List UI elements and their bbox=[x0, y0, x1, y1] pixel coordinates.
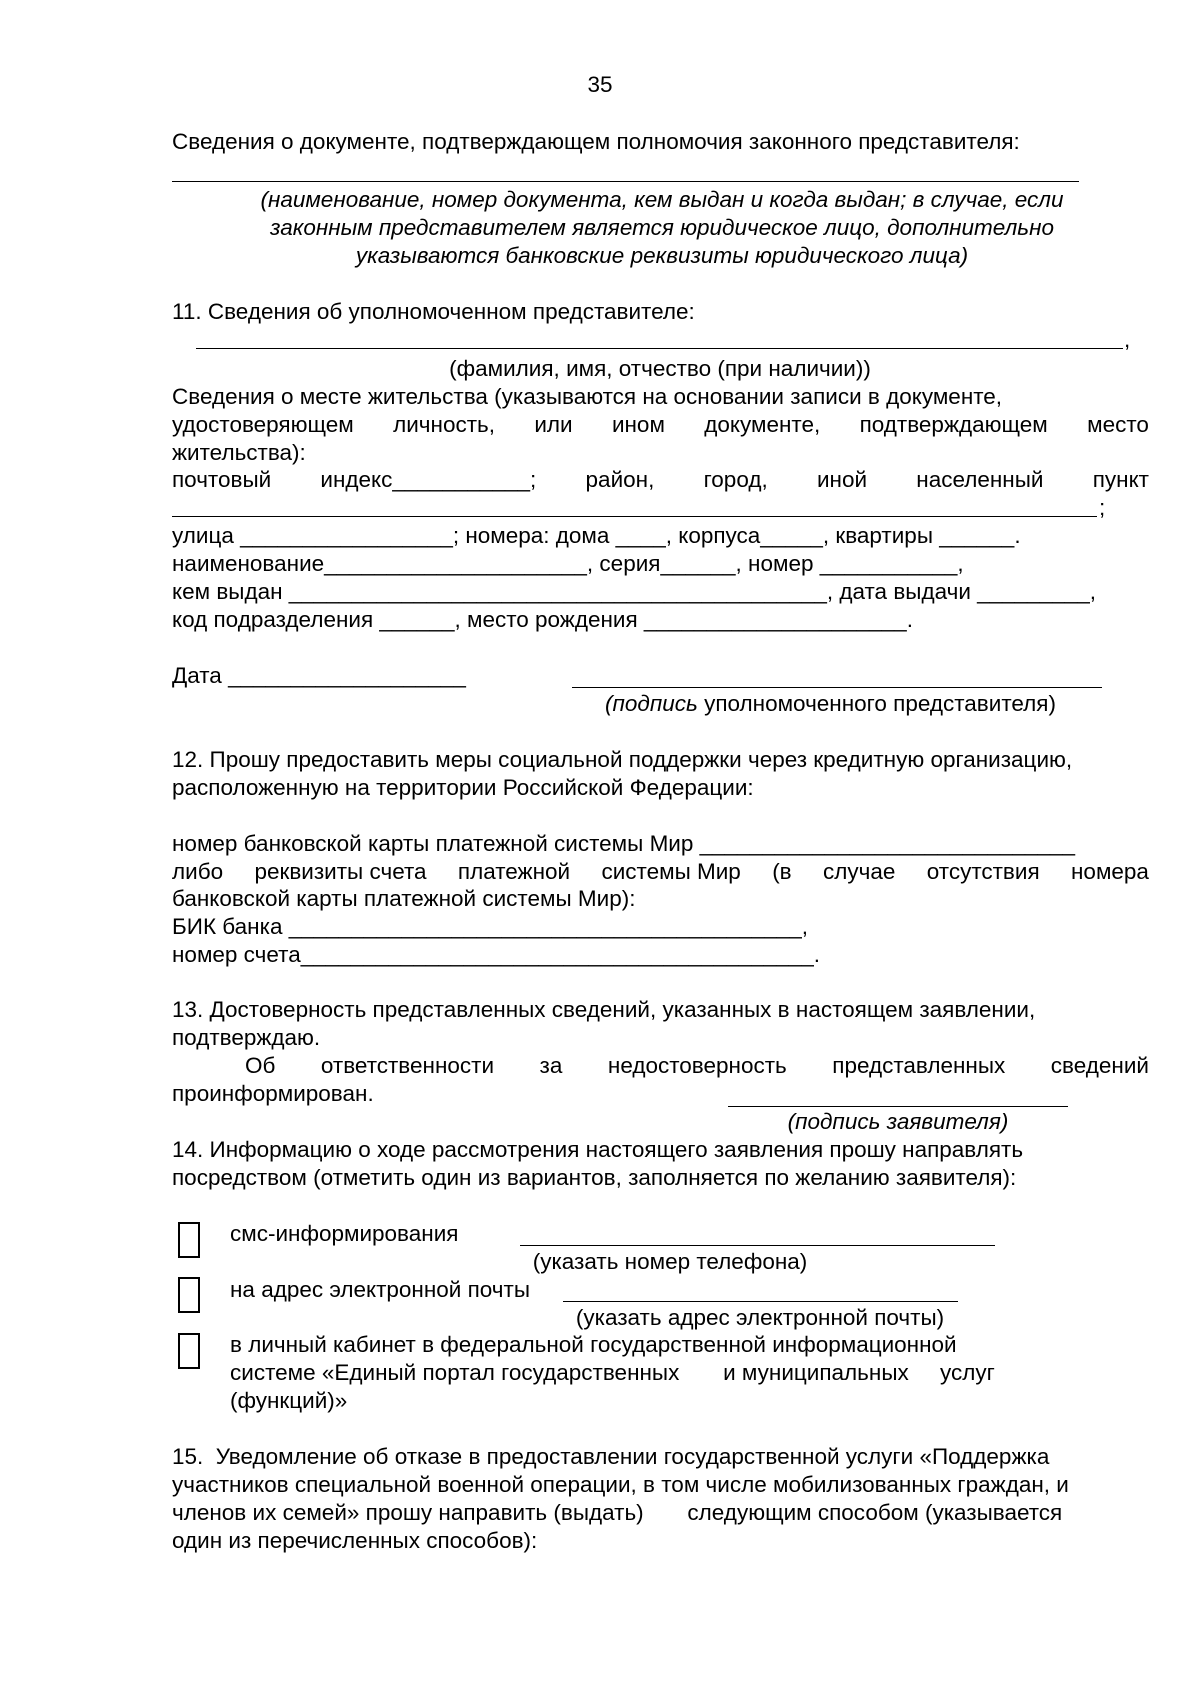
s15-line-2: участников специальной военной операции, в том числе мобилизованных граждан, и bbox=[172, 1472, 1069, 1497]
word: район, bbox=[585, 467, 655, 492]
s13-signature-hint: (подпись заявителя) bbox=[787, 1109, 1009, 1134]
s11-street: улица _________________; номера: дома ____, корпуса_____, квартиры ______. bbox=[172, 523, 1021, 548]
word: документе, bbox=[704, 412, 821, 437]
s13-line-4: проинформирован. bbox=[172, 1081, 374, 1106]
word: (в bbox=[772, 859, 792, 884]
word: системы Мир bbox=[601, 859, 741, 884]
legal-rep-doc-label: Сведения о документе, подтверждающем полномочия законного представителя: bbox=[172, 129, 1020, 154]
s11-residence-1: Сведения о месте жительства (указываются на основании записи в документе, bbox=[172, 384, 1003, 409]
email-hint: (указать адрес электронной почты) bbox=[575, 1305, 945, 1330]
page-number: 35 bbox=[587, 72, 613, 97]
s11-fio-comma: , bbox=[1124, 327, 1131, 352]
s11-division: код подразделения ______, место рождения _____________________. bbox=[172, 607, 913, 632]
gosuslugi-option-label-1: в личный кабинет в федеральной государственной информационной bbox=[230, 1332, 957, 1357]
word: платежной bbox=[457, 859, 571, 884]
postal-index-field: индекс___________; bbox=[320, 467, 537, 492]
word: реквизиты счета bbox=[254, 859, 427, 884]
phone-input-line[interactable] bbox=[520, 1245, 995, 1246]
s11-postal bbox=[172, 466, 1149, 494]
s11-residence-3: жительства): bbox=[172, 440, 306, 465]
s15-line-1: 15. Уведомление об отказе в предоставлении государственной услуги «Поддержка bbox=[172, 1444, 1050, 1469]
s11-address-line bbox=[172, 516, 1097, 517]
email-input-line[interactable] bbox=[563, 1301, 958, 1302]
hint-rest: уполномоченного представителя) bbox=[697, 691, 1056, 716]
s11-title: 11. Сведения об уполномоченном представителе: bbox=[172, 299, 695, 324]
word: недостоверность bbox=[607, 1053, 787, 1078]
email-checkbox[interactable] bbox=[178, 1277, 200, 1313]
s13-line-1: 13. Достоверность представленных сведений, указанных в настоящем заявлении, bbox=[172, 997, 1036, 1022]
hint-italic: (подпись bbox=[605, 691, 698, 716]
s14-line-2: посредством (отметить один из вариантов, заполняется по желанию заявителя): bbox=[172, 1165, 1017, 1190]
word: сведений bbox=[1050, 1053, 1149, 1078]
s11-signature-hint bbox=[605, 690, 1056, 718]
s12-account: номер счета_________________________________________. bbox=[172, 942, 821, 967]
gosuslugi-option-label-2: системе «Единый портал государственных и муниципальных услуг bbox=[230, 1360, 995, 1385]
word: ином bbox=[611, 412, 665, 437]
word: иной bbox=[816, 467, 868, 492]
s13-line-3 bbox=[245, 1052, 1149, 1080]
word: личность, bbox=[393, 412, 495, 437]
phone-hint: (указать номер телефона) bbox=[532, 1249, 808, 1274]
s11-fio-hint: (фамилия, имя, отчество (при наличии)) bbox=[449, 356, 871, 381]
s12-line-2: расположенную на территории Российской Федерации: bbox=[172, 775, 754, 800]
s14-line-1: 14. Информацию о ходе рассмотрения настоящего заявления прошу направлять bbox=[172, 1137, 1024, 1162]
s15-line-4: один из перечисленных способов): bbox=[172, 1528, 538, 1553]
sms-option-label: смс-информирования bbox=[230, 1221, 459, 1246]
word: подтверждающем bbox=[859, 412, 1048, 437]
word: номера bbox=[1071, 859, 1149, 884]
word: за bbox=[539, 1053, 563, 1078]
word: случае bbox=[823, 859, 896, 884]
gosuslugi-option-label-3: (функций)» bbox=[230, 1388, 348, 1413]
email-option-label: на адрес электронной почты bbox=[230, 1277, 531, 1302]
s12-requisites bbox=[172, 858, 1149, 886]
word: почтовый bbox=[172, 467, 272, 492]
s11-docname: наименование_____________________, серия______, номер ___________, bbox=[172, 551, 964, 576]
word: место bbox=[1087, 412, 1149, 437]
legal-rep-doc-hint-3: указываются банковские реквизиты юридического лица) bbox=[355, 243, 969, 268]
s11-signature-line bbox=[572, 687, 1102, 688]
word: удостоверяющем bbox=[172, 412, 354, 437]
legal-rep-doc-hint-2: законным представителем является юридическое лицо, дополнительно bbox=[270, 215, 1054, 240]
s12-requisites-2: банковской карты платежной системы Мир): bbox=[172, 886, 636, 911]
word: представленных bbox=[832, 1053, 1006, 1078]
s11-issued: кем выдан ___________________________________________, дата выдачи _________, bbox=[172, 579, 1097, 604]
s12-line-1: 12. Прошу предоставить меры социальной поддержки через кредитную организацию, bbox=[172, 747, 1073, 772]
s11-fio-line bbox=[196, 348, 1123, 349]
s12-card: номер банковской карты платежной системы Мир ______________________________ bbox=[172, 831, 1076, 856]
legal-rep-doc-line bbox=[172, 181, 1079, 182]
s13-signature-line bbox=[728, 1106, 1068, 1107]
word: отсутствия bbox=[926, 859, 1040, 884]
word: пункт bbox=[1092, 467, 1149, 492]
legal-rep-doc-hint-1: (наименование, номер документа, кем выдан и когда выдан; в случае, если bbox=[260, 187, 1064, 212]
s15-line-3: членов их семей» прошу направить (выдать) следующим способом (указывается bbox=[172, 1500, 1063, 1525]
word: ответственности bbox=[320, 1053, 495, 1078]
gosuslugi-checkbox[interactable] bbox=[178, 1333, 200, 1369]
s11-address-semicolon: ; bbox=[1099, 495, 1106, 520]
word: либо bbox=[172, 859, 224, 884]
s11-residence-2 bbox=[172, 411, 1149, 439]
s12-bik: БИК банка _________________________________________, bbox=[172, 914, 809, 939]
word: населенный bbox=[916, 467, 1044, 492]
word: Об bbox=[245, 1053, 276, 1078]
word: город, bbox=[703, 467, 768, 492]
s13-line-2: подтверждаю. bbox=[172, 1025, 321, 1050]
word: или bbox=[534, 412, 573, 437]
sms-checkbox[interactable] bbox=[178, 1222, 200, 1258]
s11-date: Дата ___________________ bbox=[172, 663, 466, 688]
